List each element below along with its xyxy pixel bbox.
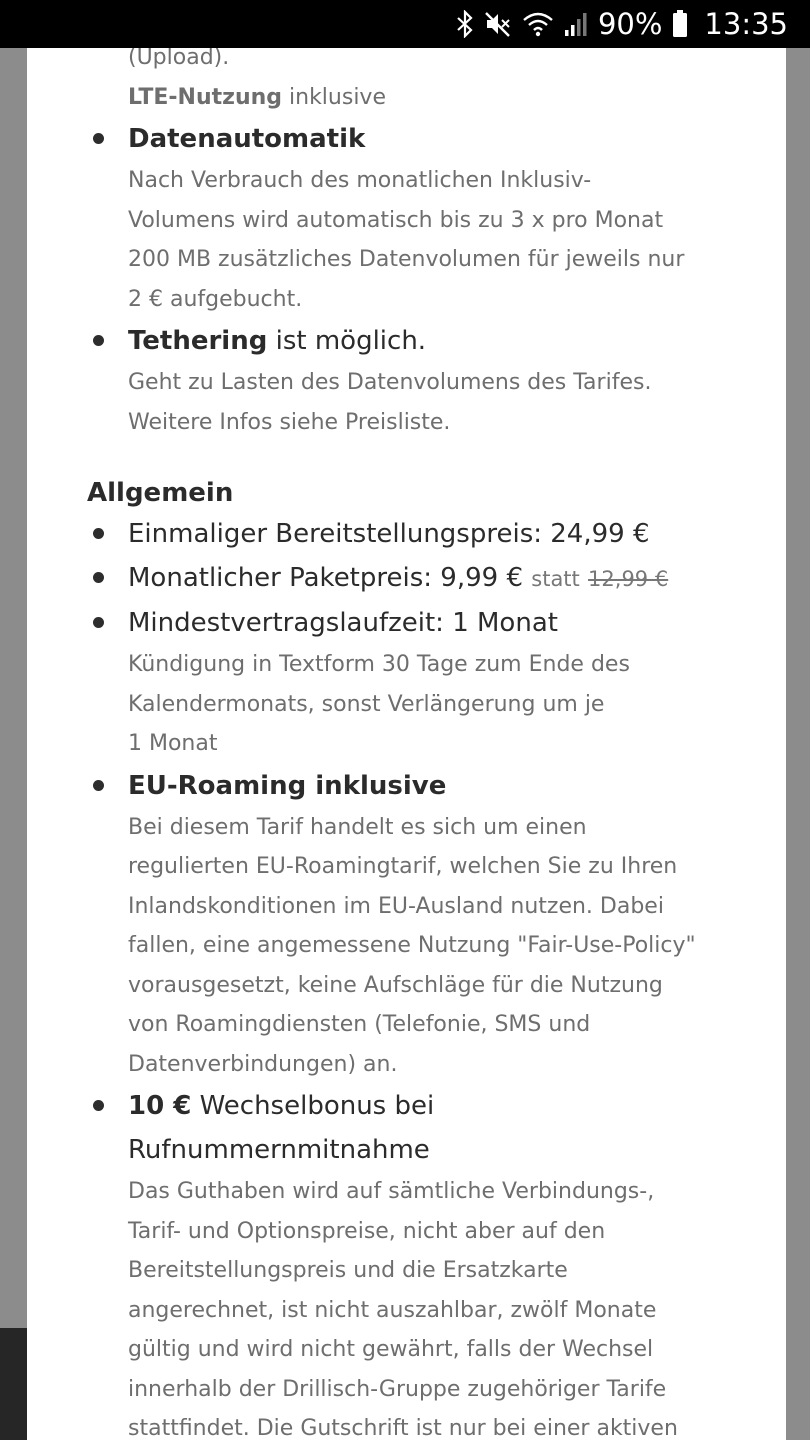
wechselbonus-rest: Wechselbonus bei — [191, 1091, 435, 1121]
datenautomatik-line: Nach Verbrauch des monatlichen Inklusiv- — [128, 168, 592, 193]
laufzeit-line: Kalendermonats, sonst Verlängerung um je — [128, 691, 605, 717]
old-price: 12,99 € — [588, 567, 669, 591]
bullet — [93, 572, 104, 583]
paketpreis-row — [128, 556, 756, 601]
battery-percent: 90% — [597, 7, 663, 41]
bullet — [93, 528, 104, 539]
roaming-title: EU-Roaming inklusive — [128, 770, 447, 801]
list-item-laufzeit — [27, 601, 786, 764]
wechselbonus-line: stattfindet. Die Gutschrift ist nur bei einer aktiven — [128, 1416, 678, 1440]
mute-icon — [484, 10, 512, 38]
clock: 13:35 — [704, 7, 788, 41]
wechselbonus-title-line2: Rufnummernmitnahme — [128, 1135, 430, 1165]
section-heading-allgemein: Allgemein — [87, 478, 234, 508]
wifi-icon — [522, 10, 554, 38]
status-icons — [456, 0, 788, 48]
list-item-datenautomatik — [27, 117, 786, 319]
list-item-wechselbonus — [27, 1084, 786, 1440]
bullet — [93, 133, 104, 144]
roaming-line: von Roamingdiensten (Telefonie, SMS und — [128, 1012, 591, 1037]
upload-tail-text: (Upload). — [128, 48, 230, 70]
roaming-line: Bei diesem Tarif handelt es sich um einen — [128, 814, 587, 840]
battery-icon — [672, 9, 688, 39]
bereitstellung-text: Einmaliger Bereitstellungspreis: 24,99 € — [128, 519, 650, 549]
background-overlay-left — [0, 48, 27, 1440]
wechselbonus-line: Tarif- und Optionspreise, nicht aber auf den — [128, 1218, 606, 1244]
bluetooth-icon — [456, 10, 474, 38]
wechselbonus-line: gültig und wird nicht gewährt, falls der Wechsel — [128, 1337, 654, 1362]
allgemein-list — [27, 512, 786, 1440]
tethering-title — [128, 319, 756, 363]
bullet — [93, 1100, 104, 1111]
roaming-line: regulierten EU-Roamingtarif, welchen Sie zu Ihren — [128, 854, 678, 879]
roaming-line: Datenverbindungen) an. — [128, 1051, 398, 1077]
bullet — [93, 780, 104, 791]
datenautomatik-line: Volumens wird automatisch bis zu 3 x pro Monat — [128, 207, 664, 233]
bullet — [93, 617, 104, 628]
tethering-rest: ist möglich. — [267, 326, 427, 356]
datenautomatik-line: 200 MB zusätzliches Datenvolumen für jeweils nur — [128, 247, 685, 272]
datenautomatik-title: Datenautomatik — [128, 124, 366, 154]
list-item-bereitstellung — [27, 512, 786, 556]
tariff-details-content — [27, 48, 786, 1440]
wechselbonus-line: Bereitstellungspreis und die Ersatzkarte — [128, 1258, 568, 1283]
tethering-bold: Tethering — [128, 326, 268, 356]
bullet — [93, 335, 104, 346]
status-bar — [0, 0, 810, 48]
laufzeit-title: Mindestvertragslaufzeit: 1 Monat — [128, 608, 558, 638]
tariff-details-panel[interactable] — [27, 48, 786, 1440]
wechselbonus-bold: 10 € — [128, 1091, 192, 1121]
wechselbonus-line: Das Guthaben wird auf sämtliche Verbindungs-, — [128, 1179, 655, 1204]
list-item-tethering — [27, 319, 786, 442]
laufzeit-line: 1 Monat — [128, 731, 218, 756]
wechselbonus-line: angerechnet, ist nicht auszahlbar, zwölf Monate — [128, 1297, 657, 1323]
list-item-datenvolumen-tail — [27, 48, 786, 117]
list-item-paketpreis — [27, 556, 786, 601]
background-overlay-right — [786, 48, 810, 1440]
lte-text — [128, 78, 756, 118]
lte-rest: inklusive — [282, 84, 386, 110]
background-overlay-bottom-left — [0, 1328, 27, 1440]
roaming-line: vorausgesetzt, keine Aufschläge für die Nutzung — [128, 972, 663, 998]
wechselbonus-line: innerhalb der Drillisch-Gruppe zugehöriger Tarife — [128, 1376, 667, 1402]
tethering-line: Geht zu Lasten des Datenvolumens des Tarifes. — [128, 370, 652, 395]
tethering-line: Weitere Infos siehe Preisliste. — [128, 409, 451, 435]
features-list — [27, 48, 786, 442]
datenautomatik-line: 2 € aufgebucht. — [128, 286, 303, 312]
signal-icon — [564, 10, 588, 38]
laufzeit-line: Kündigung in Textform 30 Tage zum Ende des — [128, 652, 630, 677]
list-item-roaming — [27, 764, 786, 1085]
roaming-line: Inlandskonditionen im EU-Ausland nutzen. Dabei — [128, 893, 664, 919]
paketpreis-text: Monatlicher Paketpreis: 9,99 € — [128, 563, 523, 593]
wechselbonus-title — [128, 1084, 756, 1128]
lte-bold: LTE-Nutzung — [128, 84, 283, 110]
roaming-line: fallen, eine angemessene Nutzung "Fair-Use-Policy" — [128, 933, 696, 958]
statt-text: statt — [531, 567, 580, 591]
